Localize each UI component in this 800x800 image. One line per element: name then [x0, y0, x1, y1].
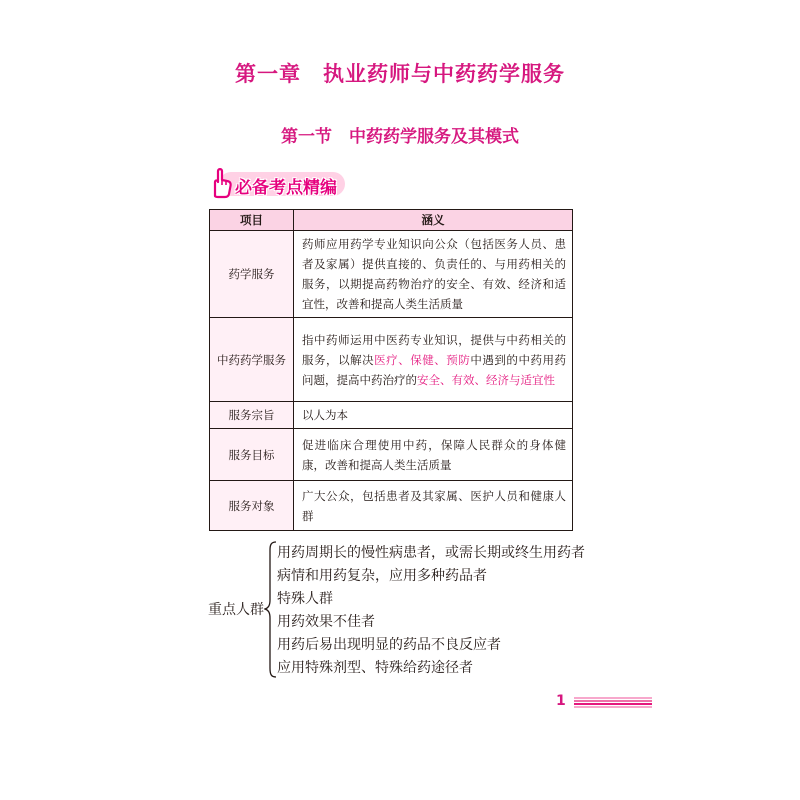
table-row [210, 481, 573, 531]
list-item: 特殊人群 [277, 591, 333, 607]
highlighted-text: 安全、有效、经济与适宜性 [417, 372, 555, 387]
section-badge [207, 166, 347, 200]
list-item: 病情和用药复杂，应用多种药品者 [277, 568, 487, 584]
key-groups-list [277, 542, 585, 680]
list-item: 用药后易出现明显的药品不良反应者 [277, 637, 501, 653]
column-header-meaning: 涵义 [294, 210, 573, 231]
description-text: 促进临床合理使用中药，保障人民群众的身体健康，改善和提高人类生活质量 [302, 437, 566, 472]
list-item: 用药效果不佳者 [277, 614, 375, 630]
table-row [210, 318, 573, 402]
page-decoration-bar [574, 697, 652, 709]
description-text: 广大公众，包括患者及其家属、医护人员和健康人群 [302, 488, 566, 523]
chapter-title: 第一章 执业药师与中药药学服务 [235, 61, 565, 86]
description-text: 中遇到的中药用药问题，提高中药治疗的 [302, 352, 567, 387]
row-description [294, 318, 573, 402]
row-item: 服务目标 [210, 429, 294, 481]
definition-table [209, 209, 573, 531]
description-text: 以人为本 [302, 408, 348, 422]
description-text: 药师应用药学专业知识向公众（包括医务人员、患者及家属）提供直接的、负责任的、与用药相关的服务，以期提高药物治疗的安全、有效、经济和适宜性，改善和提高人类生活质量 [302, 237, 566, 311]
table-row [210, 402, 573, 429]
list-item: 用药周期长的慢性病患者，或需长期或终生用药者 [277, 545, 585, 561]
highlighted-text: 医疗、保健、预防 [374, 352, 471, 367]
description-text: 指中药师运用中医药专业知识，提供与中药相关的服务，以解决 [302, 332, 566, 367]
section-title: 第一节 中药药学服务及其模式 [281, 127, 519, 147]
page-number: 1 [556, 693, 566, 709]
row-description [294, 429, 573, 481]
left-brace-icon [264, 540, 278, 680]
row-item: 中药药学服务 [210, 318, 294, 402]
table-row [210, 429, 573, 481]
column-header-item: 项目 [210, 210, 294, 231]
list-item: 应用特殊剂型、特殊给药途径者 [277, 660, 473, 676]
row-description [294, 481, 573, 531]
pointing-hand-icon [207, 167, 233, 199]
key-groups-label: 重点人群 [208, 602, 264, 618]
badge-label: 必备考点精编 [235, 178, 337, 198]
row-item: 服务对象 [210, 481, 294, 531]
row-item: 服务宗旨 [210, 402, 294, 429]
table-row [210, 231, 573, 318]
row-item: 药学服务 [210, 231, 294, 318]
row-description [294, 402, 573, 429]
table-header-row [210, 210, 573, 231]
row-description [294, 231, 573, 318]
